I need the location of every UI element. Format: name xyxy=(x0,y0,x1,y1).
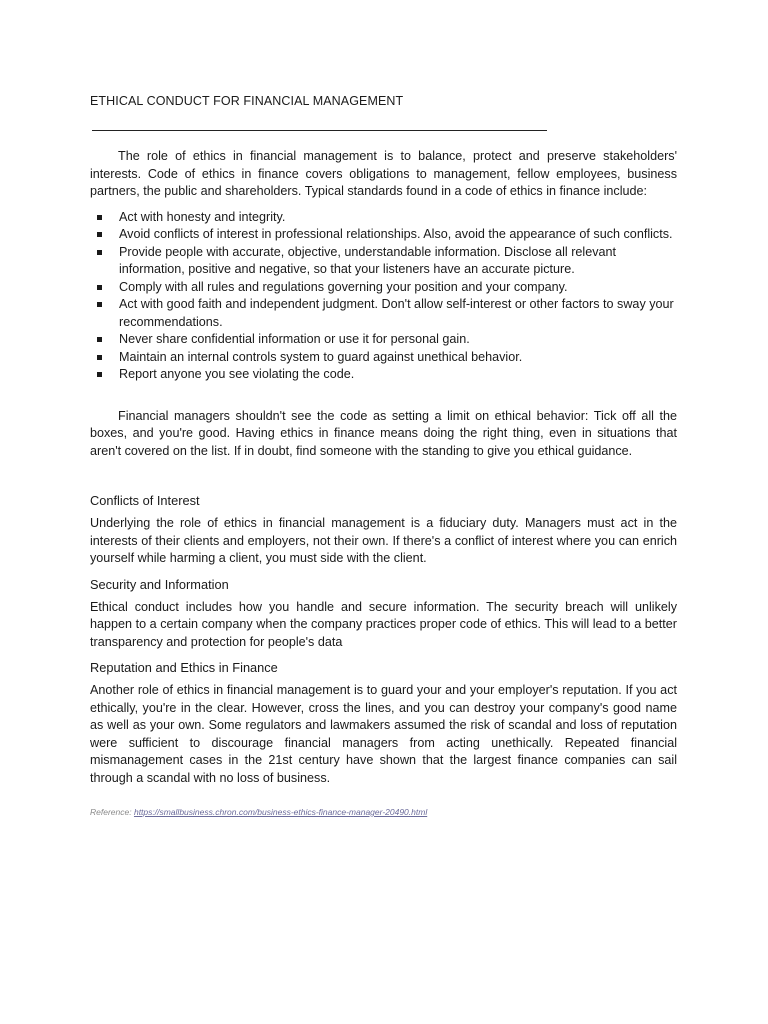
bullet-icon xyxy=(97,285,102,290)
bullet-icon xyxy=(97,302,102,307)
list-item: Maintain an internal controls system to guard against unethical behavior. xyxy=(90,349,677,367)
section-heading-conflicts: Conflicts of Interest xyxy=(90,493,200,508)
section-text-reputation: Another role of ethics in financial management is to guard your and your employer's reputation. If you act ethically, you're in the clear. However, cross the lines, and you can destroy your company's good name as well as your own. Some regulators and lawmakers assumed the risk of scandal and loss of reputation were sufficient to discourage financial managers from acting unethically. Repeated financial mismanagement cases in the 21st century have shown that the largest finance companies can sail through a scandal with no loss of business. xyxy=(90,683,677,785)
document-content xyxy=(90,94,677,817)
section-text-security: Ethical conduct includes how you handle and secure information. The security breach will unlikely happen to a certain company when the company practices proper code of ethics. This will lead to a better transparency and protection for people's data xyxy=(90,599,677,649)
bullet-icon xyxy=(97,355,102,360)
section-text-conflicts: Underlying the role of ethics in financial management is a fiduciary duty. Managers must act in the interests of their clients and employers, not their own. If there's a conflict of interest where you can enrich yourself while harming a client, you must side with the client. xyxy=(90,516,677,565)
list-item: Provide people with accurate, objective, understandable information. Disclose all relevant information, positive and negative, so that your listeners have an accurate picture. xyxy=(90,244,677,279)
bullet-icon xyxy=(97,215,102,220)
list-item: Avoid conflicts of interest in professional relationships. Also, avoid the appearance of such conflicts. xyxy=(90,226,677,244)
section-heading-reputation: Reputation and Ethics in Finance xyxy=(90,660,278,675)
document-title: ETHICAL CONDUCT FOR FINANCIAL MANAGEMENT xyxy=(90,94,404,108)
title-underline xyxy=(92,130,547,131)
reference-link[interactable]: https://smallbusiness.chron.com/business-ethics-finance-manager-20490.html xyxy=(133,807,428,817)
bullet-icon xyxy=(97,372,102,377)
closing-paragraph: Financial managers shouldn't see the code as setting a limit on ethical behavior: Tick off all the boxes, and you're good. Having ethics in finance means doing the right thing, even in situations that aren't covered on the list. If in doubt, find someone with the standing to give you ethical guidance. xyxy=(90,408,677,458)
section-heading-security: Security and Information xyxy=(90,576,229,592)
list-item: Comply with all rules and regulations governing your position and your company. xyxy=(90,279,677,297)
list-item: Report anyone you see violating the code. xyxy=(90,366,677,384)
reference-line xyxy=(90,807,677,817)
bullet-icon xyxy=(97,250,102,255)
ethics-standards-list xyxy=(90,209,677,384)
bullet-icon xyxy=(97,337,102,342)
list-item: Act with good faith and independent judgment. Don't allow self-interest or other factors to sway your recommendations. xyxy=(90,296,677,331)
list-item: Act with honesty and integrity. xyxy=(90,209,677,227)
list-item: Never share confidential information or use it for personal gain. xyxy=(90,331,677,349)
bullet-icon xyxy=(97,232,102,237)
reference-label: Reference: xyxy=(90,807,132,817)
intro-paragraph: The role of ethics in financial management is to balance, protect and preserve stakeholders' interests. Code of ethics in finance covers obligations to management, fellow employees, business partners, the public and shareholders. Typical standards found in a code of ethics in finance include: xyxy=(90,149,677,198)
